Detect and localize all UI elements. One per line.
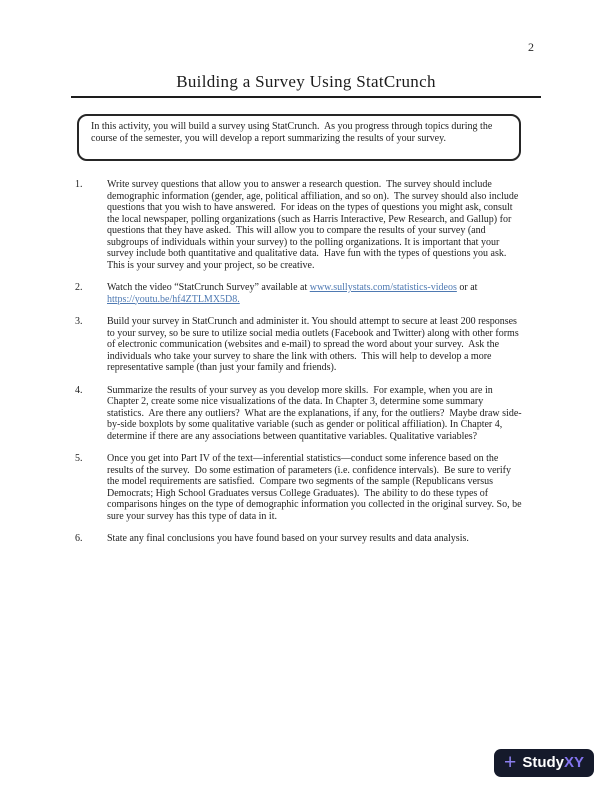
item-text bbox=[107, 282, 522, 305]
page-title: Building a Survey Using StatCrunch bbox=[176, 72, 436, 91]
item-number: 1. bbox=[75, 179, 83, 190]
item-text-segment: or at bbox=[456, 282, 480, 293]
item-number: 6. bbox=[75, 533, 83, 544]
instruction-list bbox=[72, 179, 524, 545]
item-text: Summarize the results of your survey as you develop more skills. For example, when you are in Chapter 2, create some nice visualizations of the data. In Chapter 3, determine some summary statistics. Are there any outliers? What are the explanations, if any, for the outliers? Maybe draw side-by-side boxplots by some qualitative variable (such as gender or political affiliation). In Chapter 4, determine if there are any associations between quantitative variables. Qualitative variables? bbox=[107, 384, 522, 442]
title-rule bbox=[71, 96, 541, 98]
plus-icon: + bbox=[504, 750, 517, 774]
sullystats-link[interactable]: www.sullystats.com/statistics-videos bbox=[309, 282, 457, 293]
item-text-segment: Watch the video “StatCrunch Survey” available at bbox=[107, 282, 310, 293]
page-number: 2 bbox=[528, 40, 534, 54]
item-text: State any final conclusions you have found based on your survey results and data analysis. bbox=[107, 533, 469, 544]
studyxy-word-study: Study bbox=[522, 754, 564, 771]
item-text: Once you get into Part IV of the text—inferential statistics—conduct some inference based on the results of the survey. Do some estimation of parameters (i.e. confidence intervals). Be sure to verify the model requirements are satisfied. Compare two segments of the sample (Republicans versus Democrats; High School Graduates versus College Graduates). The ability to do these types of comparisons hinges on the type of demographic information you collected in the original survey. So, be sure your survey has this type of data in it. bbox=[107, 453, 525, 522]
youtube-link[interactable]: https://youtu.be/hf4ZTLMX5D8. bbox=[107, 293, 240, 305]
item-number: 5. bbox=[75, 453, 83, 464]
list-item-2 bbox=[72, 282, 524, 305]
studyxy-word-xy: XY bbox=[563, 754, 584, 771]
item-number: 4. bbox=[75, 384, 83, 396]
studyxy-logo bbox=[494, 749, 594, 777]
item-number: 3. bbox=[75, 316, 83, 327]
list-item-4 bbox=[72, 385, 524, 443]
intro-text: In this activity, you will build a survey using StatCrunch. As you progress through topics during the course of the semester, you will develop a report summarizing the results of your survey. bbox=[91, 121, 495, 144]
list-item-6 bbox=[72, 533, 524, 545]
item-text: Build your survey in StatCrunch and administer it. You should attempt to secure at least 200 responses to your survey, so be sure to utilize social media outlets (Facebook and Twitter) along with other forms of electronic communication (websites and e-mail) to spread the word about your survey. Ask the individuals who take your survey to share the link with others. This will help to develop a more representative sample (than just your family and friends). bbox=[107, 316, 522, 373]
list-item-5 bbox=[72, 453, 524, 522]
studyxy-wordmark bbox=[522, 754, 584, 772]
list-item-1 bbox=[72, 179, 524, 271]
item-number: 2. bbox=[75, 282, 83, 293]
item-text: Write survey questions that allow you to answer a research question. The survey should include demographic information (gender, age, political affiliation, and so on). The survey should also include questions that you wish to have answered. For ideas on the types of questions you might ask, consult the local newspaper, polling organizations (such as Harris Interactive, Pew Research, and Gallup) for questions that they have asked. This will allow you to compare the results of your survey (and subgroups of individuals within your survey) to the polling organizations. It is important that your survey include both quantitative and qualitative data. Have fun with the types of questions you ask. This is your survey and your project, so be creative. bbox=[107, 179, 521, 271]
intro-box bbox=[77, 114, 521, 161]
list-item-3 bbox=[72, 316, 524, 374]
